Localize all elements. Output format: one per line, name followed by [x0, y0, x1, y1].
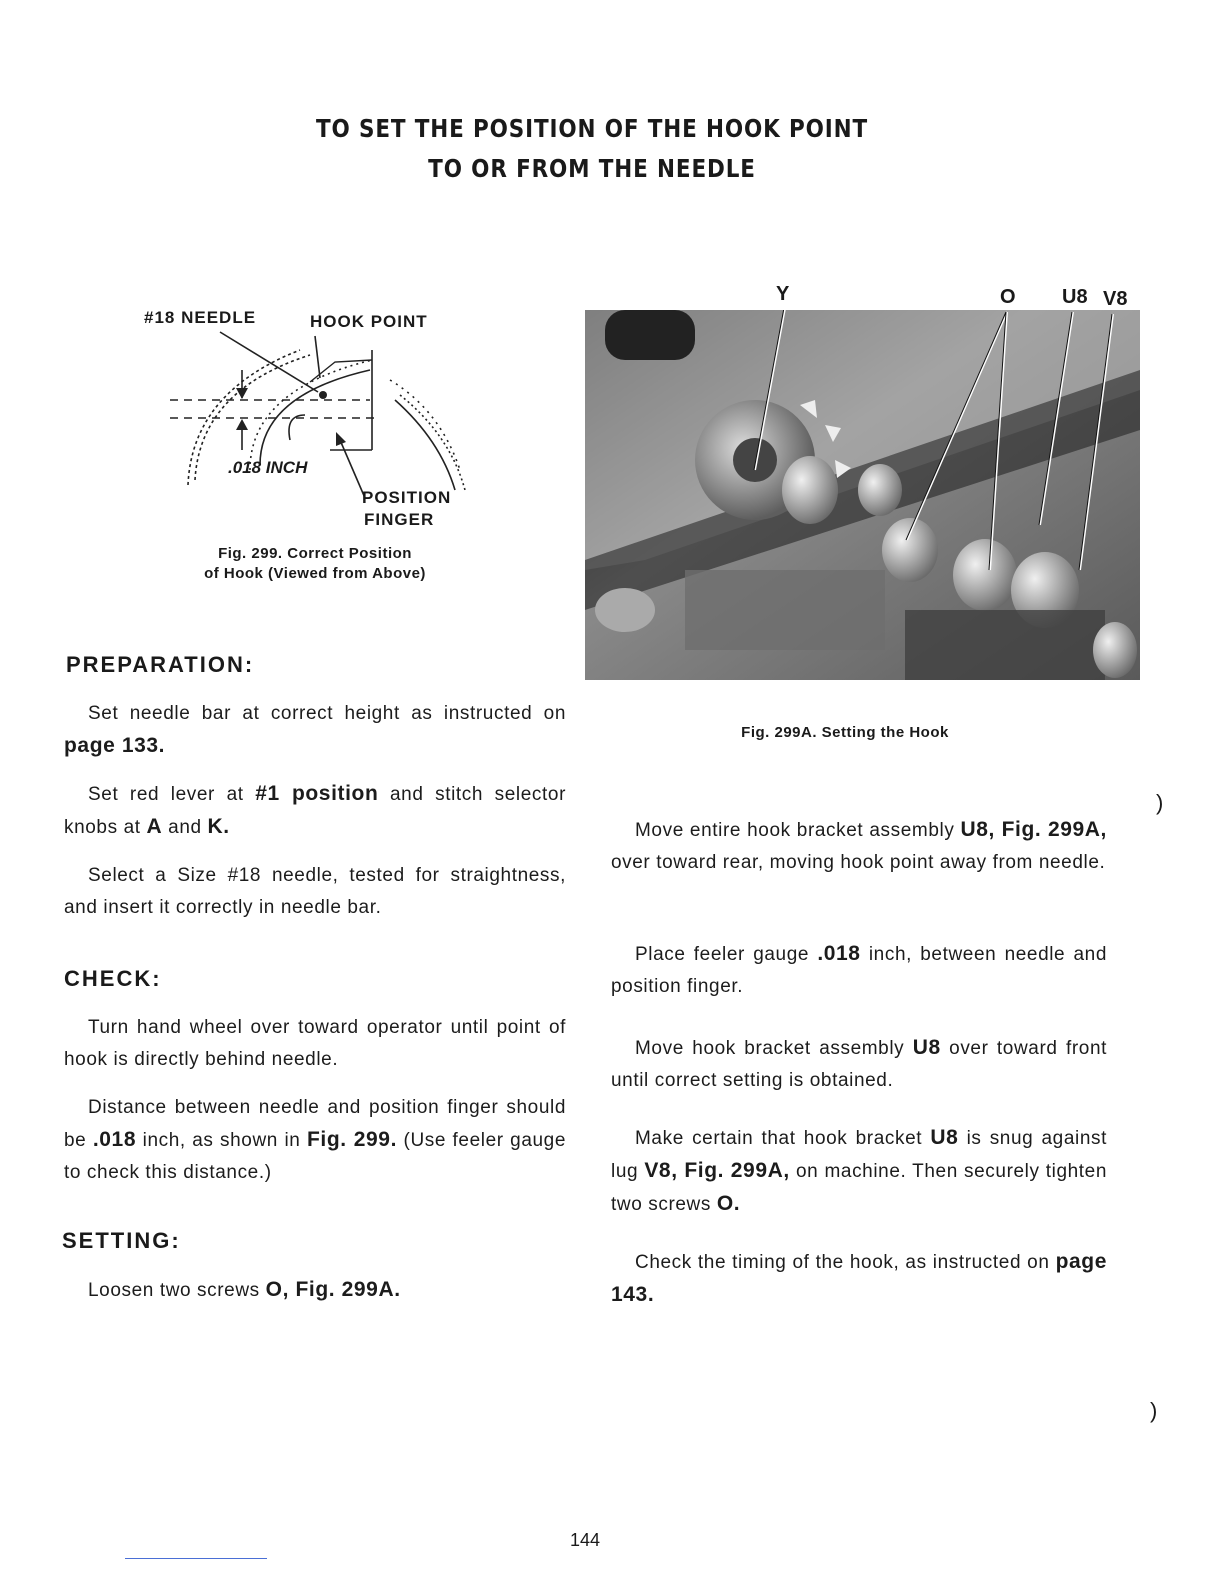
right-p2-c: inch, between needle and position finger. — [611, 944, 1107, 997]
preparation-p2-b: #1 position — [255, 782, 379, 805]
margin-mark: ) — [1156, 790, 1164, 815]
page-title-line-2: TO OR FROM THE NEEDLE — [428, 154, 756, 183]
preparation-p2-f: K. — [207, 815, 230, 838]
check-p1: Turn hand wheel over toward operator until point of hook is directly behind needle. — [64, 1017, 566, 1070]
right-p1-b: U8, Fig. 299A, — [960, 818, 1107, 841]
right-p4-d: V8, Fig. 299A, — [644, 1159, 790, 1182]
setting-p1-b: O, Fig. 299A. — [265, 1278, 401, 1301]
right-p4-f: O. — [716, 1192, 741, 1215]
right-p4-c: is snug against lug — [611, 1128, 1107, 1182]
right-p3-b: U8 — [912, 1036, 941, 1059]
check-paragraph-1 — [64, 1012, 566, 1076]
right-p3-c: over toward front until correct setting is obtained. — [611, 1038, 1107, 1091]
right-p1-c: over toward rear, moving hook point away from needle. — [611, 852, 1106, 873]
right-paragraph-2 — [611, 938, 1107, 1003]
margin-mark: ) — [1150, 1398, 1158, 1423]
finger-label: FINGER — [364, 510, 435, 529]
right-p2-a: Place feeler gauge — [635, 944, 818, 965]
right-p2-b: .018 — [817, 942, 861, 965]
right-p5-b: page 143. — [611, 1250, 1107, 1306]
right-p1-a: Move entire hook bracket assembly — [635, 820, 961, 841]
photo-label-v8: V8 — [1103, 288, 1128, 310]
position-label: POSITION — [362, 488, 452, 507]
setting-p1-a: Loosen two screws — [88, 1280, 266, 1301]
preparation-paragraph-3 — [64, 860, 566, 924]
photo-label-y: Y — [776, 283, 790, 305]
right-paragraph-4 — [611, 1122, 1107, 1221]
right-paragraph-5 — [611, 1246, 1107, 1312]
preparation-p2-a: Set red lever at — [88, 784, 256, 805]
inch-label: .018 INCH — [228, 458, 308, 477]
right-paragraph-3 — [611, 1032, 1107, 1097]
preparation-p1-link: page 133. — [64, 734, 166, 757]
right-p3-a: Move hook bracket assembly — [635, 1038, 913, 1059]
figure-299a-caption: Fig. 299A. Setting the Hook — [741, 724, 949, 741]
preparation-p2-e: and — [162, 817, 208, 838]
check-p2-a: Distance between needle and position finger should be — [64, 1097, 566, 1151]
right-p4-a: Make certain that hook bracket — [635, 1128, 931, 1149]
check-p2-b: .018 — [92, 1128, 137, 1151]
check-p2-e: (Use feeler gauge to check this distance.) — [64, 1130, 566, 1183]
photo-label-u8: U8 — [1062, 286, 1088, 308]
preparation-p3: Select a Size #18 needle, tested for straightness, and insert it correctly in needle bar. — [64, 865, 566, 918]
preparation-p2-c: and stitch selector knobs at — [64, 784, 566, 838]
figure-299-caption-line-1: Fig. 299. Correct Position — [218, 545, 412, 562]
check-p2-d: Fig. 299. — [306, 1128, 398, 1151]
figure-299-caption-line-2: of Hook (Viewed from Above) — [204, 565, 426, 582]
photo-label-o: O — [1000, 286, 1016, 308]
figure-299 — [140, 300, 500, 590]
hook-point-label: HOOK POINT — [310, 312, 428, 331]
needle-label: #18 NEEDLE — [144, 308, 257, 327]
preparation-paragraph-1 — [64, 698, 566, 763]
page-number: 144 — [570, 1530, 601, 1550]
setting-heading: SETTING: — [62, 1228, 181, 1253]
right-paragraph-1 — [611, 814, 1107, 879]
right-p5-a: Check the timing of the hook, as instructed on — [635, 1252, 1056, 1273]
preparation-paragraph-2 — [64, 778, 566, 844]
setting-paragraph-1 — [64, 1274, 566, 1307]
preparation-p1-text: Set needle bar at correct height as instructed on — [88, 703, 566, 724]
preparation-heading: PREPARATION: — [66, 652, 255, 677]
right-p4-b: U8 — [930, 1126, 959, 1149]
hook-photo — [585, 310, 1145, 710]
check-paragraph-2 — [64, 1092, 566, 1189]
right-p4-e: on machine. Then securely tighten two screws — [611, 1161, 1107, 1215]
check-p2-c: inch, as shown in — [136, 1130, 307, 1151]
preparation-p2-d: A — [146, 815, 163, 838]
check-heading: CHECK: — [64, 966, 162, 991]
figure-299a — [585, 280, 1145, 750]
footer-rule — [125, 1558, 267, 1559]
page-title-line-1: TO SET THE POSITION OF THE HOOK POINT — [315, 114, 869, 143]
